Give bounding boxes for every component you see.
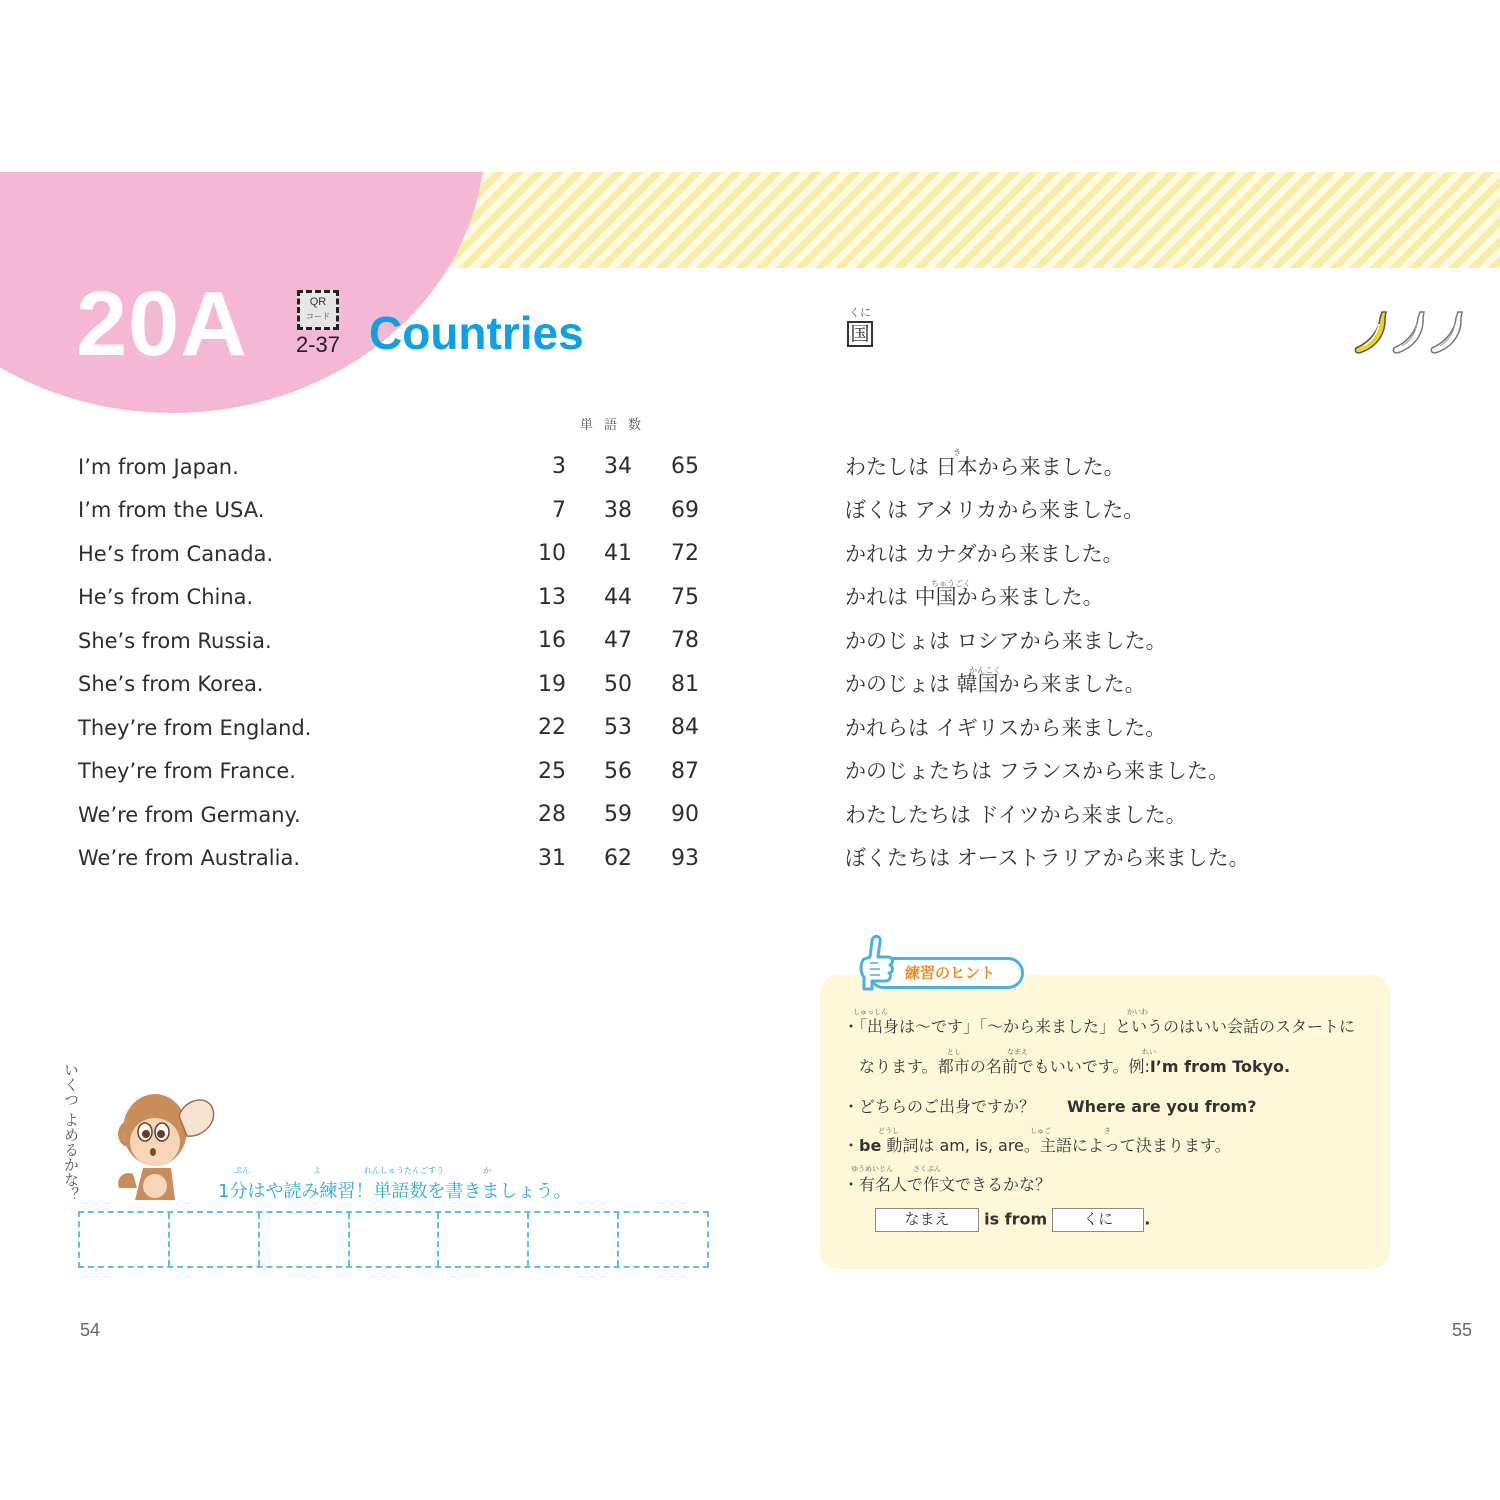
translation-text: かのじょは 韓国から来ました。 [845,672,1146,696]
word-count: 56 [604,758,632,784]
word-count: 72 [671,541,699,567]
table-row [78,837,718,881]
topic-ruby: くに [849,306,871,319]
translation-row [845,532,1345,576]
count-answer-box[interactable] [170,1213,260,1266]
sentence-en: He’s from Canada. [78,541,274,566]
count-answer-box[interactable] [260,1213,350,1266]
fill-middle-text: is from [984,1209,1048,1229]
name-fill-box[interactable]: なまえ [875,1208,979,1232]
furigana: かいわ [1127,1008,1148,1016]
qr-sub-label: コード [306,312,330,321]
sentence-en: We’re from Australia. [78,846,301,871]
translation-text: かれは カナダから来ました。 [845,541,1124,566]
translation-text: わたしたちは ドイツから来ました。 [845,802,1187,827]
hint-text: 動詞は am, is, are。主語によって決まります。 [881,1136,1231,1155]
translation-row [845,619,1345,663]
table-row [78,793,718,837]
word-count: 22 [538,715,566,741]
word-count: 44 [604,584,632,610]
top-margin [0,0,1500,172]
word-count: 59 [604,802,632,828]
page-number-left: 54 [80,1320,101,1340]
translation-row [845,793,1345,837]
table-row [78,489,718,533]
word-count: 62 [604,845,632,871]
word-count: 65 [671,454,699,480]
count-answer-box[interactable] [439,1213,529,1266]
translation-row [845,445,1345,489]
topic-kanji-label [846,307,874,347]
hint-line [843,1172,1051,1195]
word-count: 38 [604,497,632,523]
word-count: 93 [671,845,699,871]
furigana: ゆうめいじん [851,1165,893,1173]
word-count: 19 [538,671,566,697]
translation-row [845,576,1345,620]
furigana: よ [313,1166,321,1175]
translation-text: かれらは イギリスから来ました。 [845,715,1167,740]
page-number-right: 55 [1452,1320,1473,1340]
word-count: 25 [538,758,566,784]
difficulty-rating [1352,308,1466,356]
fill-in-sentence [875,1208,1150,1232]
translation-row [845,837,1345,881]
word-count: 78 [671,628,699,654]
translation-list [845,445,1345,880]
furigana: ちゅうごく [931,578,971,588]
hint-text: ・「出身は～です」「～から来ました」というのはいい会話のスタートに [843,1017,1356,1036]
sentence-en: I’m from the USA. [78,498,265,523]
word-count: 13 [538,584,566,610]
country-fill-box[interactable]: くに [1052,1208,1144,1232]
translation-row [845,750,1345,794]
practice-instruction: 1分はや読み練習！単語数を書きましょう。 [218,1181,572,1202]
word-count: 75 [671,584,699,610]
word-count: 47 [604,628,632,654]
hint-text: ・どちらのご出身ですか？ [843,1097,1068,1116]
word-count: 28 [538,802,566,828]
count-answer-box[interactable] [80,1213,170,1266]
furigana: ぷん [234,1166,250,1175]
translation-row [845,663,1345,707]
table-row [78,445,718,489]
table-row [78,663,718,707]
hint-line [843,1054,1290,1077]
hint-line [843,1133,1231,1156]
furigana: どうし [878,1127,899,1135]
sentence-en: I’m from Japan. [78,454,239,479]
hint-example: Where are you from? [1067,1097,1257,1116]
translation-row [845,489,1345,533]
count-answer-box[interactable] [619,1213,707,1266]
table-row [78,750,718,794]
audio-track-number: 2-37 [295,332,341,357]
word-count: 50 [604,671,632,697]
word-count: 87 [671,758,699,784]
word-count: 84 [671,715,699,741]
word-count: 16 [538,628,566,654]
hint-text: なります。都市の名前でもいいです。例: [843,1057,1150,1076]
sentence-en: We’re from Germany. [78,802,301,827]
banana-outline-icon [1390,308,1428,356]
banana-outline-icon [1428,308,1466,356]
furigana: か [483,1166,491,1175]
furigana: れい [1142,1048,1156,1056]
sentence-en: They’re from France. [78,759,296,784]
word-count: 90 [671,802,699,828]
word-count: 53 [604,715,632,741]
word-count: 3 [552,454,566,480]
qr-audio-block[interactable] [293,290,343,358]
table-row [78,576,718,620]
count-answer-box[interactable] [350,1213,440,1266]
count-answer-box[interactable] [529,1213,619,1266]
qr-label: QR [309,296,327,308]
translation-text: かのじょたちは フランスから来ました。 [845,759,1230,783]
hint-keyword: be [859,1136,882,1155]
table-row [78,706,718,750]
furigana: さくぶん [913,1165,941,1173]
word-count: 81 [671,671,699,697]
word-count-header: 単語数 [580,418,653,433]
sentence-en: She’s from Russia. [78,628,272,653]
banana-icon [1352,308,1390,356]
hint-line [843,1014,1355,1037]
word-count: 34 [604,454,632,480]
table-row [78,532,718,576]
word-count: 31 [538,845,566,871]
topic-kanji: 国 [847,321,873,347]
fill-end-period: . [1144,1209,1151,1229]
qr-code-icon[interactable] [297,290,339,330]
translation-text: かれは 中国から来ました。 [845,585,1104,609]
furigana: き [1104,1127,1111,1135]
mascot-speech: いくつ よめるかな？ [62,1062,80,1202]
hint-text: ・有名人で作文できるかな？ [843,1175,1052,1194]
hint-bullet: ・ [843,1136,860,1155]
page-title: Countries [369,307,584,359]
furigana: たんごすう [404,1166,444,1175]
furigana: き [953,448,961,457]
sentence-table [78,445,718,880]
translation-text: ぼくは アメリカから来ました。 [845,498,1145,522]
hint-line [843,1094,1257,1117]
word-count: 41 [604,541,632,567]
furigana: かんこく [969,665,1001,675]
translation-row [845,706,1345,750]
sentence-en: They’re from England. [78,715,312,740]
sentence-en: He’s from China. [78,585,254,610]
translation-text: ぼくたちは オーストラリアから来ました。 [845,846,1250,870]
furigana: しゅご [1030,1127,1051,1135]
furigana: なまえ [1007,1048,1028,1056]
furigana: れんしゅう [364,1166,404,1175]
word-count: 7 [552,497,566,523]
hint-title: 練習のヒント [868,957,1024,989]
furigana: とし [947,1048,961,1056]
word-count-answer-boxes [78,1211,709,1268]
sentence-en: She’s from Korea. [78,672,264,697]
hint-example: I’m from Tokyo. [1149,1057,1291,1076]
word-count: 10 [538,541,566,567]
translation-text: わたしは 日本から来ました。 [845,454,1125,479]
pointing-hand-icon [858,933,898,991]
translation-text: かのじょは ロシアから来ました。 [845,628,1167,653]
word-count: 69 [671,497,699,523]
furigana: しゅっしん [853,1008,888,1016]
lesson-number: 20A [76,273,248,375]
monkey-mascot-icon [115,1088,220,1200]
table-row [78,619,718,663]
